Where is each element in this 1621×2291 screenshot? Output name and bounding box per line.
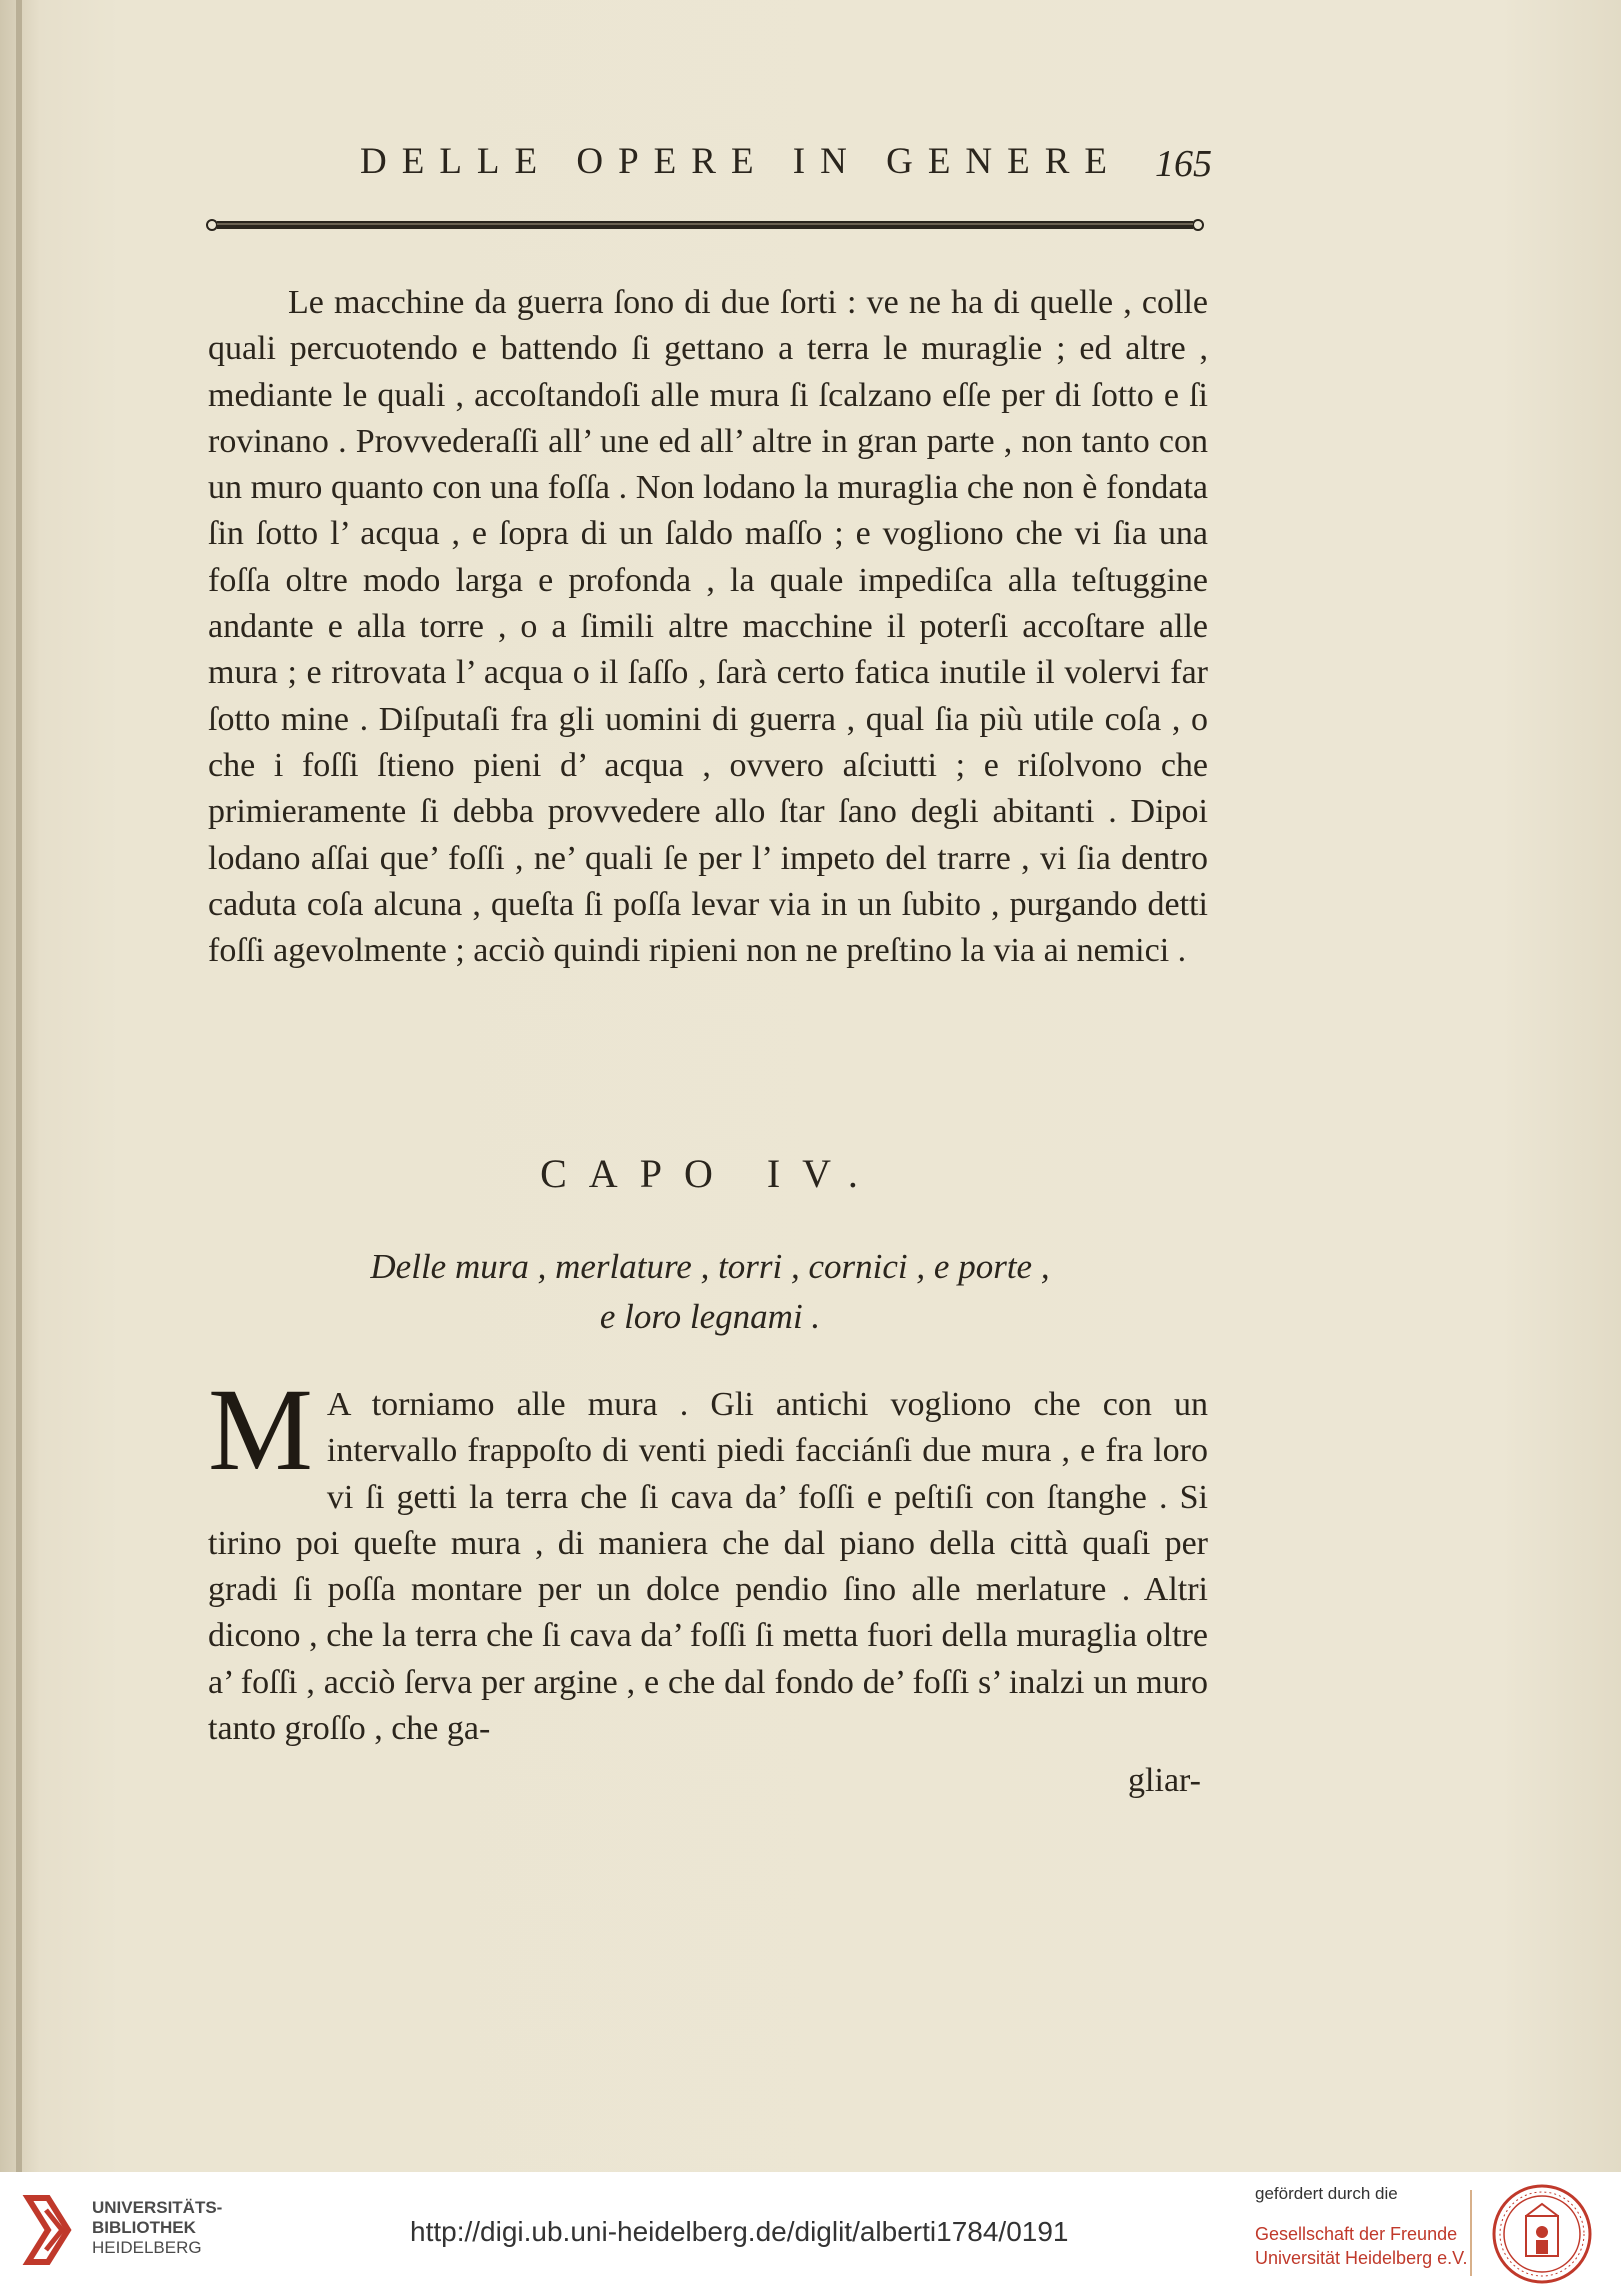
footer-divider (1470, 2190, 1472, 2276)
page-binding-edge (16, 0, 22, 2172)
digitization-footer (0, 2172, 1621, 2291)
library-name-line-1: UNIVERSITÄTS- (92, 2198, 223, 2217)
permalink-url[interactable]: http://digi.ub.uni-heidelberg.de/diglit/alberti1784/0191 (410, 2216, 1069, 2247)
library-name-line-3: HEIDELBERG (92, 2238, 202, 2257)
paragraph-1-text: Le macchine da guerra ſono di due ſorti : ve ne ha di quelle , colle quali percuotendo e battendo ſi gettano a terra le muraglie ; ed altre , mediante le quali , accoſtandoſi alle mura ſi ſcalzano eſſe per di ſotto e ſi rovinano . Provvederaſſi all’ une ed all’ altre in gran parte , non tanto con un muro quanto con una foſſa . Non lodano la muraglia che non è fondata ſin ſotto l’ acqua , e ſopra di un ſaldo maſſo ; e vogliono che vi ſia una foſſa oltre modo larga e profonda , la quale impediſca alla teſtuggine andante e alla torre , o a ſimili altre macchine il poterſi accoſtare alle mura ; e ritrovata l’ acqua o il ſaſſo , ſarà certo fatica inutile il volervi far ſotto mine . Diſputaſi fra gli uomini di guerra , qual ſia più utile coſa , o che i foſſi ſtieno pieni d’ acqua , ovvero aſciutti ; e riſolvono che primieramente ſi debba provvedere allo ſtar ſano degli abitanti . Dipoi lodano aſſai que’ foſſi , ne’ quali ſe per l’ impeto del trarre , vi ſia dentro caduta coſa alcuna , queſta ſi poſſa levar via in un ſubito , purgando detti foſſi agevolmente ; acciò quindi ripieni non ne preſtino la via ai nemici . (208, 284, 1208, 970)
chapter-subtitle-line-2: e loro legnami . (599, 1297, 821, 1336)
drop-cap: M (208, 1364, 313, 1495)
university-seal-icon (1490, 2182, 1594, 2286)
sponsor-name-line-1: Gesellschaft der Freunde (1255, 2224, 1458, 2244)
page-number: 165 (1155, 143, 1212, 185)
library-name-line-2: BIBLIOTHEK (92, 2218, 196, 2237)
university-library-logo-icon (18, 2190, 80, 2272)
running-head (200, 140, 1220, 200)
running-title: DELLE OPERE IN GENERE (360, 141, 1123, 182)
paragraph-2-text: A torniamo alle mura . Gli antichi vogliono che con un intervallo frappoſto di venti piedi facciánſi due mura , e fra loro vi ſi getti la terra che ſi cava da’ foſſi e peſtiſi con ſtanghe . Si tirino poi queſte mura , di maniera che dal piano della città quaſi per gradi ſi poſſa montare per un dolce pendio ſino alle merlature . Altri dicono , che la terra che ſi cava da’ foſſi ſi metta fuori della muraglia oltre a’ foſſi , acciò ſerva per argine , e che dal fondo de’ foſſi s’ inalzi un muro tanto groſſo , che ga- (208, 1386, 1208, 1748)
chapter-subtitle-line-1: Delle mura , merlature , torri , cornici , e porte , (370, 1247, 1050, 1286)
paragraph-2 (208, 1364, 1208, 1752)
ornamental-rule (205, 218, 1205, 232)
catchword: gliar- (1128, 1762, 1201, 1799)
chapter-heading: CAPO IV. (540, 1151, 880, 1196)
sponsor-name (1255, 2222, 1467, 2270)
library-name (92, 2198, 222, 2258)
sponsor-label: gefördert durch die (1255, 2184, 1398, 2203)
sponsor-name-line-2: Universität Heidelberg e.V. (1255, 2248, 1468, 2268)
paragraph-1 (208, 280, 1208, 974)
chapter-subtitle (200, 1242, 1220, 1342)
